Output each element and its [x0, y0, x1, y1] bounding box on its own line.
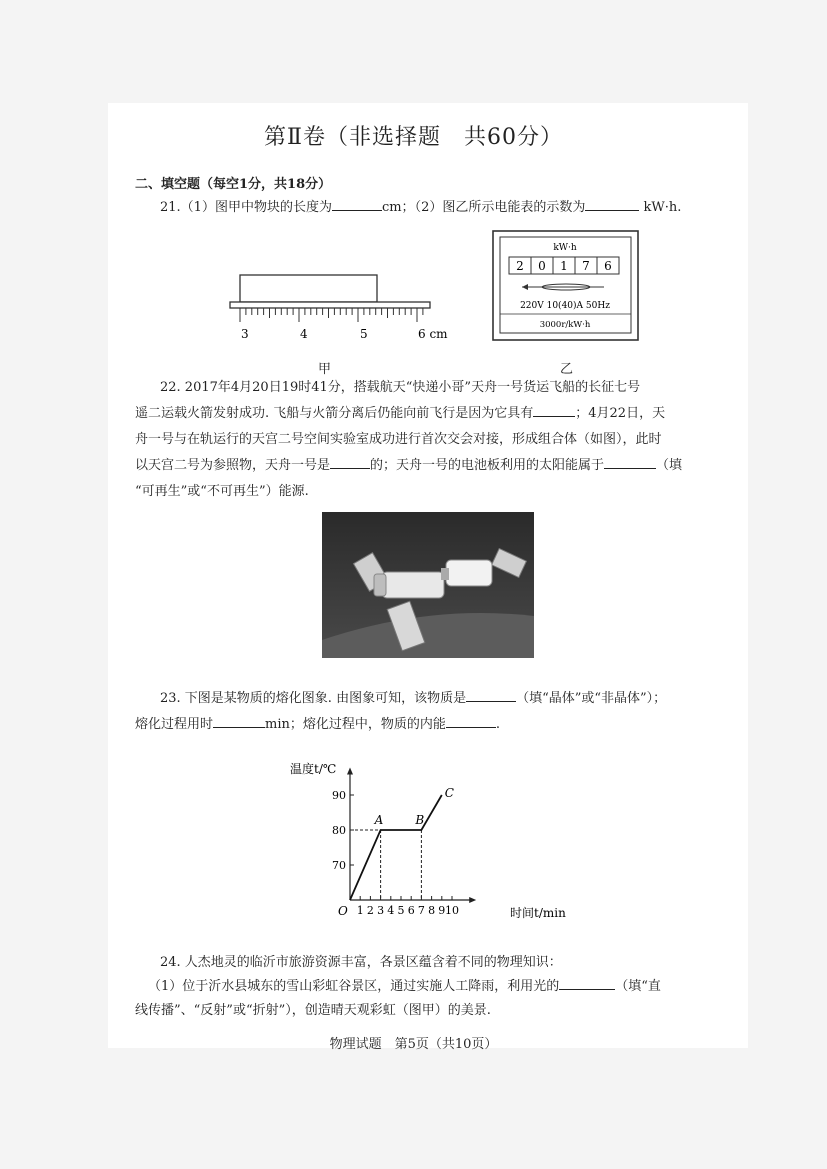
q22-line-4	[135, 453, 682, 479]
point-label-b: B	[415, 813, 425, 827]
point-label-a: A	[374, 813, 384, 827]
meter-digit: 6	[604, 259, 612, 273]
ruler-body	[230, 302, 430, 308]
q22-line-1: 22. 2017年4月20日19时41分，搭载航天“快递小哥”天舟一号货运飞船的长征七号	[160, 380, 641, 395]
x-tick-label: 2	[366, 904, 374, 917]
chart-marks	[350, 786, 454, 900]
q23-text-1a: 23. 下图是某物质的熔化图象. 由图象可知，该物质是	[160, 691, 467, 706]
q22-line-2	[135, 401, 665, 427]
q22-line-5: “可再生”或“不可再生”）能源.	[135, 484, 309, 499]
block	[240, 275, 377, 302]
spacecraft-illustration	[322, 512, 534, 658]
chart-origin: O	[338, 904, 348, 918]
x-tick-label: 8	[428, 904, 436, 917]
x-tick-label: 5	[397, 904, 405, 917]
ruler-tick-marks	[240, 308, 423, 322]
meter-digit: 0	[538, 259, 546, 273]
q23-text-2c: .	[495, 717, 501, 732]
x-tick-label: 1	[356, 904, 364, 917]
q23-blank-1[interactable]	[466, 687, 516, 702]
ruler-label-6: 6 cm	[418, 327, 448, 341]
y-tick-label: 80	[332, 824, 346, 837]
q22-blank-2[interactable]	[330, 454, 370, 469]
y-tick-label: 90	[332, 789, 346, 802]
x-tick-label: 10	[445, 904, 459, 917]
q22-blank-3[interactable]	[604, 454, 656, 469]
q21-text-1: 21.（1）图甲中物块的长度为	[160, 200, 332, 215]
q23-line-1	[160, 686, 666, 712]
spacecraft-photo	[322, 512, 534, 658]
x-axis-arrow-icon	[469, 897, 476, 903]
meter-digit: 1	[560, 259, 568, 273]
meter-digit: 2	[516, 259, 524, 273]
page-title: 第Ⅱ卷（非选择题 共60分）	[264, 125, 563, 150]
q23-blank-3[interactable]	[446, 713, 496, 728]
chart-ylabel: 温度t/℃	[290, 762, 337, 776]
page-footer: 物理试题 第5页（共10页）	[329, 1037, 498, 1052]
q23-text-2b: min；熔化过程中，物质的内能	[265, 717, 446, 732]
q22-text-4c: （填	[656, 458, 683, 473]
x-tick-label: 6	[407, 904, 415, 917]
chart-axes	[347, 768, 476, 904]
q21-unit-2: kW·h.	[643, 200, 682, 215]
ruler-label-3: 3	[241, 327, 249, 341]
x-tick-label: 3	[377, 904, 385, 917]
meter-digit-boxes	[509, 257, 619, 274]
q24-text-2a: （1）位于沂水县城东的雪山彩虹谷景区，通过实施人工降雨，利用光的	[148, 979, 560, 994]
q24-text-2b: （填“直	[615, 979, 661, 994]
meter-constant: 3000r/kW·h	[539, 320, 591, 330]
q22-text-2b: ；4月22日，天	[575, 406, 666, 421]
x-tick-label: 9	[438, 904, 446, 917]
electric-meter	[492, 230, 640, 342]
q22-text-4b: 的；天舟一号的电池板利用的太阳能属于	[370, 458, 605, 473]
q21-unit-1: cm；	[381, 200, 415, 215]
ruler-label-5: 5	[360, 327, 368, 341]
q24-line-3: 线传播”、“反射”或“折射”），创造晴天观彩虹（图甲）的美景.	[135, 1003, 491, 1018]
figure-label-yi: 乙	[560, 362, 574, 377]
q22-text-2a: 遥二运载火箭发射成功. 飞船与火箭分离后仍能向前飞行是因为它具有	[135, 406, 534, 421]
q23-text-2a: 熔化过程用时	[135, 717, 214, 732]
q22-text-4a: 以天宫二号为参照物，天舟一号是	[135, 458, 331, 473]
y-tick-label: 70	[332, 859, 346, 872]
q21-blank-1[interactable]	[332, 196, 382, 211]
q22-line-3: 舟一号与在轨运行的天宫二号空间实验室成功进行首次交会对接，形成组合体（如图），此时	[135, 432, 662, 447]
melting-curve-chart	[280, 755, 590, 925]
q23-blank-2[interactable]	[213, 713, 265, 728]
q23-line-2	[135, 712, 500, 738]
q24-line-2	[148, 974, 661, 1000]
meter-digit: 7	[582, 259, 590, 273]
meter-unit: kW·h	[553, 243, 577, 253]
chart-xlabel: 时间t/min	[510, 906, 566, 920]
y-axis-arrow-icon	[347, 768, 353, 775]
question-21	[160, 195, 681, 221]
x-tick-label: 7	[417, 904, 425, 917]
section-heading: 二、填空题（每空1分，共18分）	[135, 177, 332, 192]
q21-text-2: （2）图乙所示电能表的示数为	[414, 200, 586, 215]
q23-text-1b: （填“晶体”或“非晶体”）；	[516, 691, 667, 706]
x-tick-label: 4	[387, 904, 395, 917]
melting-curve-line	[350, 795, 442, 900]
ruler-label-4: 4	[300, 327, 308, 341]
q21-blank-2[interactable]	[585, 196, 639, 211]
meter-rating: 220V 10(40)A 50Hz	[520, 301, 610, 311]
figure-label-jia: 甲	[318, 362, 332, 377]
point-label-c: C	[444, 786, 454, 800]
q22-blank-1[interactable]	[533, 402, 575, 417]
q24-blank-1[interactable]	[559, 975, 615, 990]
ruler-figure	[220, 265, 460, 355]
q24-line-1: 24. 人杰地灵的临沂市旅游资源丰富，各景区蕴含着不同的物理知识：	[160, 955, 562, 970]
